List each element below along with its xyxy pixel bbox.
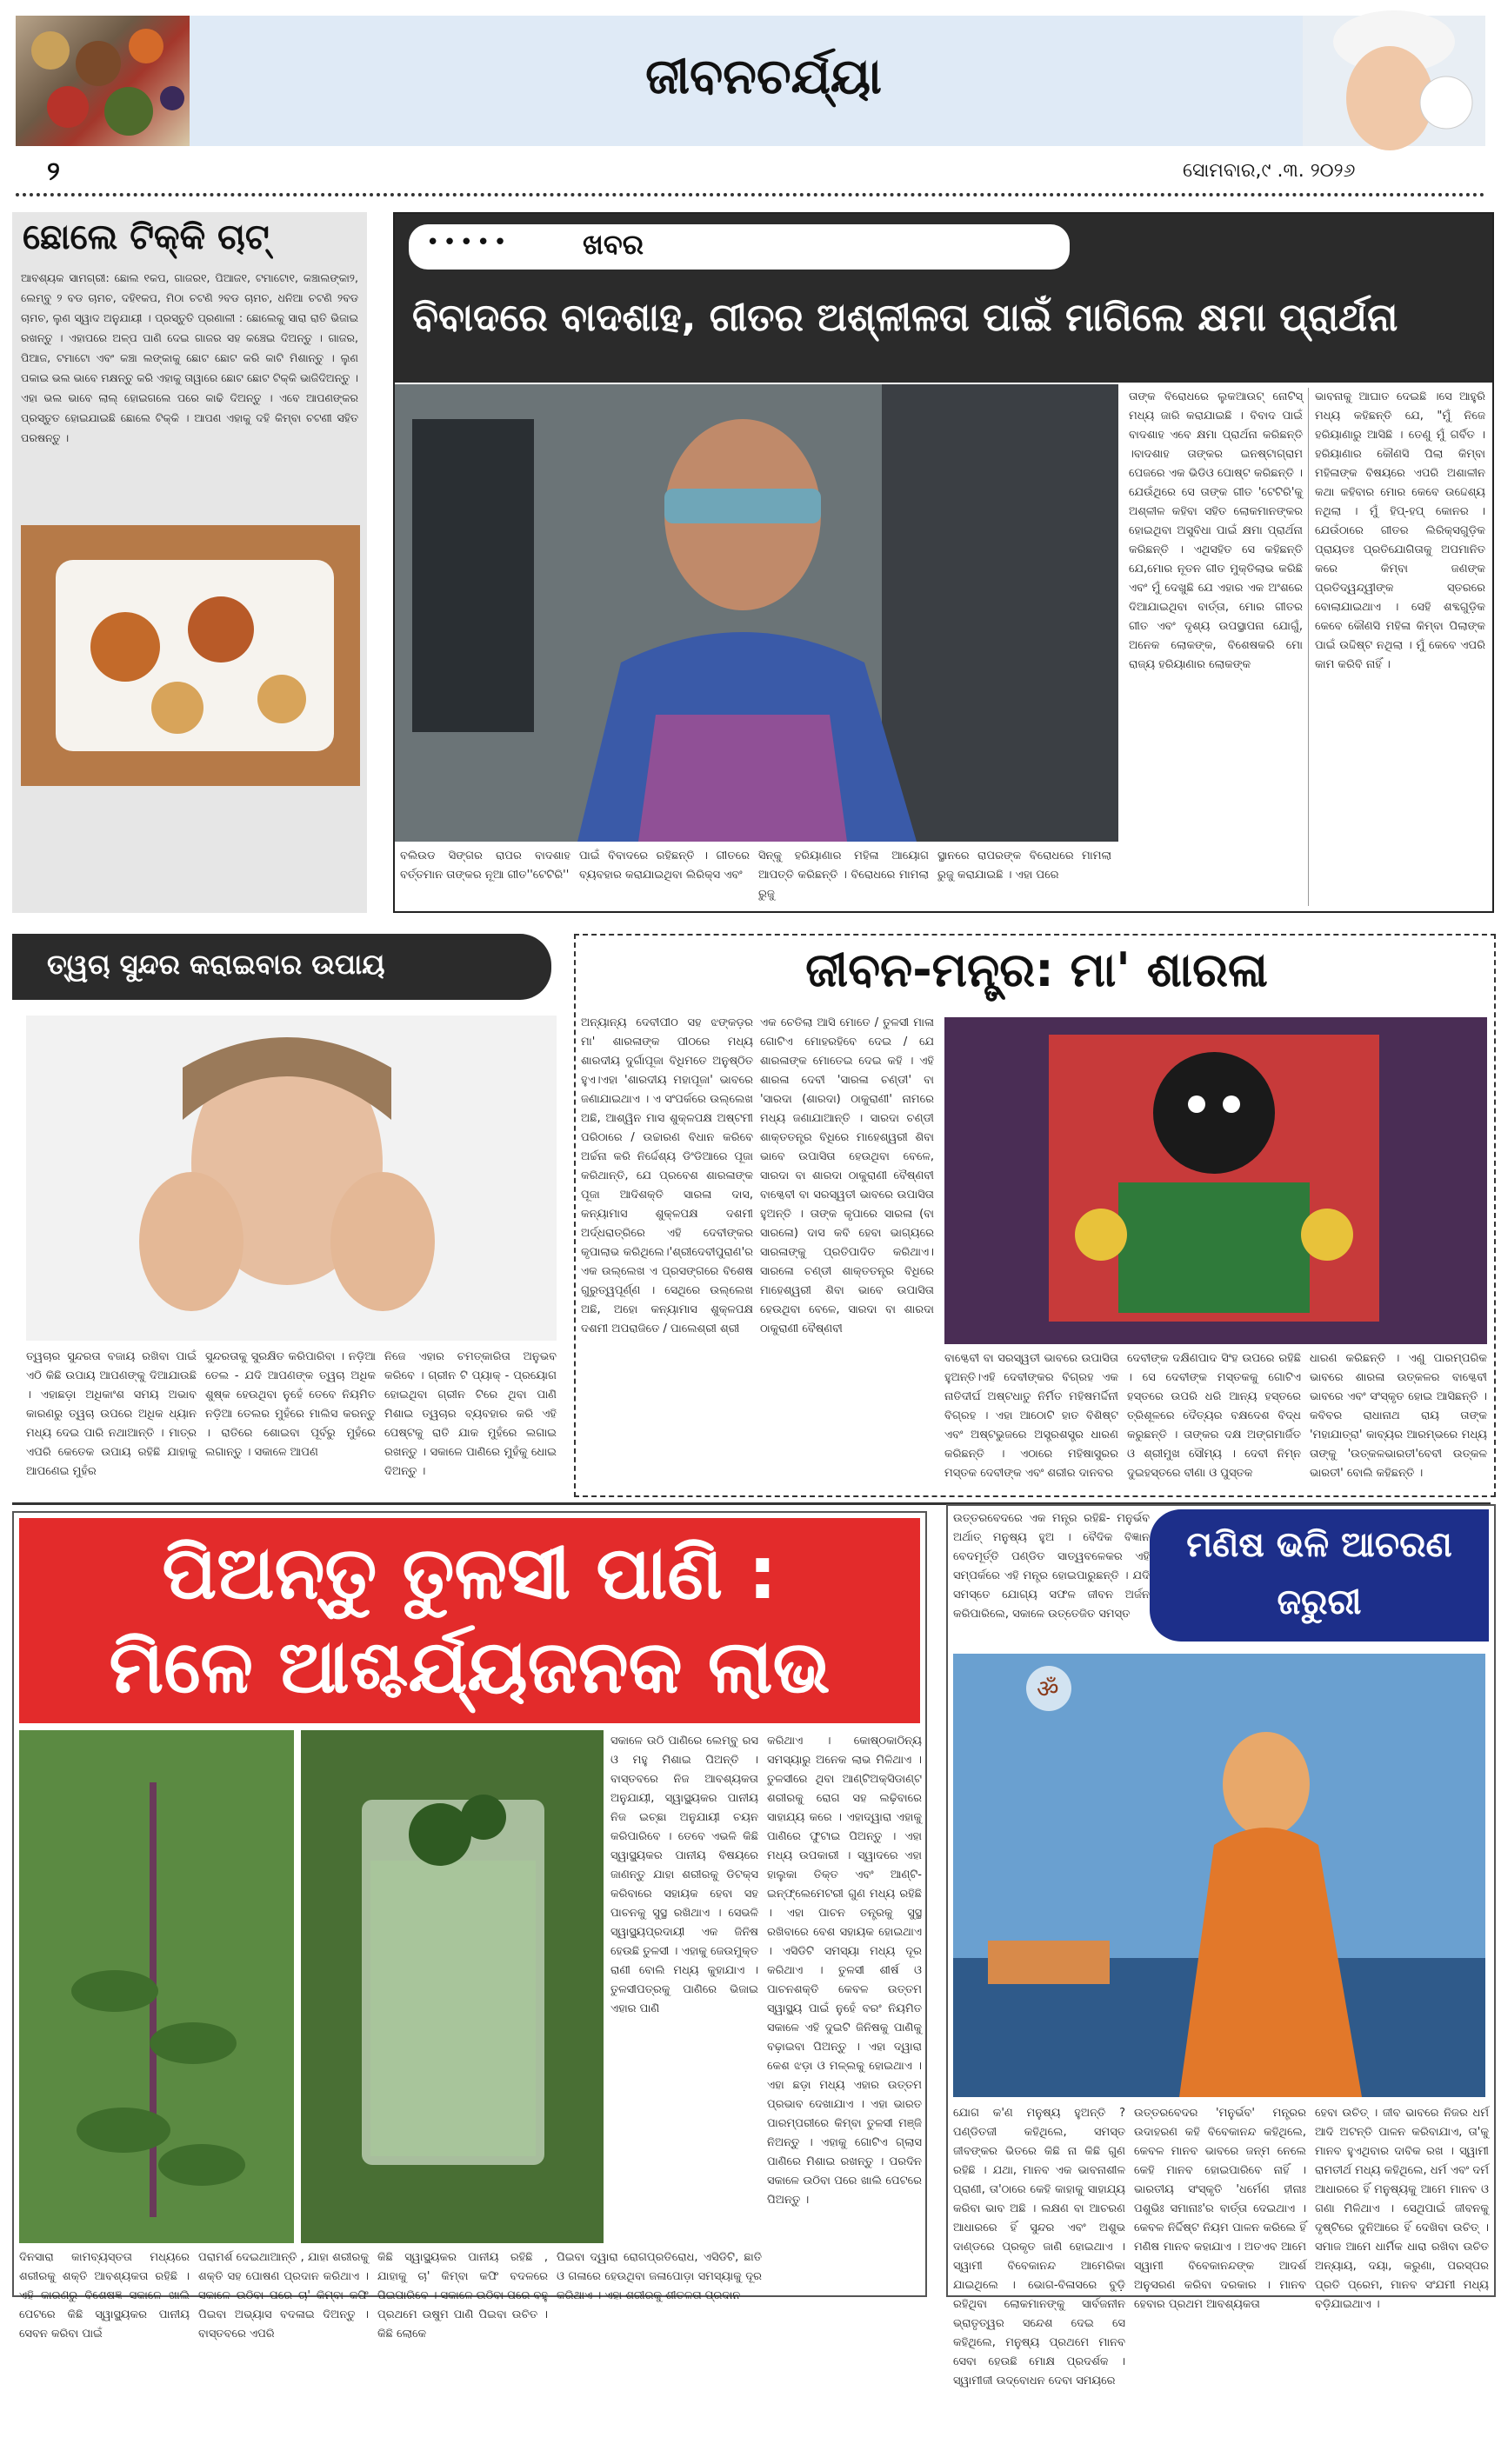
manisha-section <box>946 1504 1496 2387</box>
tulsi-bottom-3: କିଛି ସ୍ୱାସ୍ଥ୍ୟକର ପାନୀୟ ରହିଛି , ଯାହାକୁ ଚା' କିମ୍ବା କଫି ବଦଳରେ ପିଇପାରିବେ । ସକାଳେ ଉଠିବା ପରେ ବହୁ ପ୍ରଥମେ ଉଷୁମ ପାଣି ପିଇବା ଉଚିତ । କିଛି ଲୋକେ <box>377 2251 548 2341</box>
chhole-sidebar <box>12 212 367 913</box>
mantra-col-5: ଧାରଣ କରିଛନ୍ତି । ଏଣୁ ପାରମ୍ପରିକ ଭାବରେ ଶାରଳା ଉତ୍କଳର ବାଗ୍ଦେବୀ ଭାବରେ ଏବଂ ସଂସ୍କୃତ ହୋଇ ଆସିଛନ୍ତି । କବିବର ରାଧାନାଥ ରାୟ ତାଙ୍କ 'ମହାଯାତ୍ରା' କାବ୍ୟର ଆରମ୍ଭରେ ମଧ୍ୟ ତାଙ୍କୁ 'ଉତ୍କଳଭାରତୀ'ବେବୀ ଉତ୍କଳ ଭାରତୀ' ବୋଲି କହିଛନ୍ତି । <box>1310 1352 1487 1480</box>
woman-thumbnail <box>1303 16 1485 146</box>
skin-col-3: ନିଜେ ଏହାର ଚମତ୍କାରିତା ଅନୁଭବ କରିବେ । ଗ୍ରୀନ ଟି ପ୍ୟାକ୍ - ପ୍ରୟୋଗ ହୋଇଥିବା ଗ୍ରୀନ ଟିରେ ଥିବା ପାଣି ମିଶାଇ ତ୍ୱଚାର ବ୍ୟବହାର କରି ଏହି ପେଷ୍ଟକୁ ରାତି ଯାକ ମୁହଁରେ ଲଗାଇ ରଖନ୍ତୁ । ସକାଳେ ପାଣିରେ ମୁହଁକୁ ଧୋଇ ଦିଅନ୍ତୁ । <box>384 1350 557 1478</box>
khabar-banner <box>395 214 1492 383</box>
khabar-bottom-4: ସ୍ଥାନରେ ରାପରଙ୍କ ବିରୋଧରେ ମାମଲା ରୁଜୁ କରାଯାଇଛି । ଏହା ପରେ <box>937 849 1111 882</box>
khabar-col-right-2: ଭାବନାକୁ ଆଘାତ ଦେଇଛି ।ସେ ଆହୁରି ମଧ୍ୟ କହିଛନ୍ତି ଯେ, "ମୁଁ ନିଜେ ହରିୟାଣାରୁ ଆସିଛି । ତେଣୁ ମୁଁ ଗର୍ବିତ । ହରିୟାଣାର କୌଣସି ପିଲା କିମ୍ବା ମହିଳାଙ୍କ ବିଷୟରେ ଏପରି ଅଶାଳୀନ କଥା କହିବାର ମୋର କେବେ ଉଦ୍ଦେଶ୍ୟ ନଥିଲା । ମୁଁ ହିପ୍-ହପ୍ କୋନର । ଯେଉଁଠାରେ ଗୀତର ଲିରିକ୍ସଗୁଡ଼ିକ ପ୍ରାୟତଃ ପ୍ରତିଯୋଗିତାକୁ ଅପମାନିତ କରେ କିମ୍ବା ଜଣଙ୍କ ପ୍ରତିଦ୍ୱନ୍ଦ୍ୱୀଙ୍କ ସ୍ତରରେ ବୋଲାଯାଇଥାଏ । ସେହି ଶବ୍ଦଗୁଡ଼ିକ କେବେ କୌଣସି ମହିଳା କିମ୍ବା ପିଲାଙ୍କ ପାଇଁ ଉଦ୍ଦିଷ୍ଟ ନଥିଲା । ମୁଁ କେବେ ଏପରି କାମ କରିବି ନାହିଁ । <box>1315 390 1485 671</box>
manisha-col-2: ଉତ୍ତରବେଦର 'ମନୁର୍ଭବ' ମନ୍ତ୍ରର ଉଦାହରଣ କହି ବିବେକାନନ୍ଦ କହିଥିଲେ, କେବଳ ମାନବ ଭାବରେ ଜନ୍ମ ନେଲେ କେହି ମାନବ ହୋଇପାରିବେ ନାହିଁ । ଭାରତୀୟ ସଂସ୍କୃତି 'ଧର୍ମେଣ ହୀନାଃ ପଶୁଭିଃ ସମାନାଃ'ର ବାର୍ତ୍ତା ଦେଇଥାଏ । କେବଳ ନିର୍ଦ୍ଦିଷ୍ଟ ନିୟମ ପାଳନ କରିଲେ ହିଁ ମଣିଷ ମାନବ କହାଯାଏ । ଅତଏବ ଆମେ ସ୍ୱାମୀ ବିବେକାନନ୍ଦଙ୍କ ଆଦର୍ଶ ଅନୁସରଣ କରିବା ଦରକାର । ମାନବ ହେବାର ପ୍ରଥମ ଆବଶ୍ୟକତା <box>1134 2107 1306 2311</box>
khabar-bottom-1: ବଲିଉଡ ସିଙ୍ଗର ରାପର ବାଦଶାହ ବର୍ତ୍ତମାନ ତାଙ୍କର ନୂଆ ଗୀତ''ଟେଟିରି'' <box>400 849 570 882</box>
spices-thumbnail <box>16 16 190 146</box>
khabar-col-right-1: ତାଙ୍କ ବିରୋଧରେ ଲୁକଆଉଟ୍ ନୋଟିସ୍ ମଧ୍ୟ ଜାରି କରାଯାଇଛି । ବିବାଦ ପାଇଁ ବାଦଶାହ ଏବେ କ୍ଷମା ପ୍ରାର୍ଥନା କରିଛନ୍ତି ।ବାଦଶାହ ତାଙ୍କର ଇନଷ୍ଟାଗ୍ରାମ ପେଜରେ ଏକ ଭିଡିଓ ପୋଷ୍ଟ କରିଛନ୍ତି । ଯେଉଁଥିରେ ସେ ତାଙ୍କ ଗୀତ 'ଟେଟିରି'କୁ ଅଶ୍ଳୀଳ କହିବା ସହିତ ଲୋକମାନଙ୍କର ହୋଇଥିବା ଅସୁବିଧା ପାଇଁ କ୍ଷମା ପ୍ରାର୍ଥନା କରିଛନ୍ତି । ଏଥିସହିତ ସେ କହିଛନ୍ତି ଯେ,ମୋର ନୂତନ ଗୀତ ମୁକ୍ତିଲାଭ କରିଛି ଏବଂ ମୁଁ ଦେଖୁଛି ଯେ ଏହାର ଏକ ଅଂଶରେ ଦିଆଯାଇଥିବା ବାର୍ତ୍ତା, ମୋର ଗୀତର ଗୀତ ଏବଂ ଦୃଶ୍ୟ ଉପସ୍ଥାପନା ଯୋଗୁଁ, ଅନେକ ଲୋକଙ୍କ, ବିଶେଷକରି ମୋ ରାଜ୍ୟ ହରିୟାଣାର ଲୋକଙ୍କ <box>1129 390 1303 671</box>
tulsi-bottom-2: ପରାମର୍ଶ ଦେଇଥାଆନ୍ତି , ଯାହା ଶରୀରକୁ ଶକ୍ତି ସହ ପୋଷଣ ପ୍ରଦାନ କରିଥାଏ । ସକାଳେ ଉଠିବା ପରେ ଚା' କିମ୍ବା କଫି ପିଇବା ଅଭ୍ୟାସ ବଦଳାଇ ଦିଅନ୍ତୁ । ବାସ୍ତବରେ ଏପରି <box>198 2251 369 2341</box>
skin-title: ତ୍ୱଚା ସୁନ୍ଦର କରାଇବାର ଉପାୟ <box>47 948 385 981</box>
tulsi-bottom-4: ପିଇବା ଦ୍ୱାରା ରୋଗପ୍ରତିରୋଧ, ଏସିଡିଟି, ଛାତି ଓ ଗଳାରେ ହେଉଥିବା ଜଳାପୋଡ଼ା ସମସ୍ୟାକୁ ଦୂର କରିଥାଏ । ଏହା ଶରୀରକୁ ଶୀତଳତା ପ୍ରଦାନ <box>557 2251 762 2302</box>
tulsi-bottom-1: ଦିନସାରା କାମବ୍ୟସ୍ତତା ମଧ୍ୟରେ ଶରୀରକୁ ଶକ୍ତି ଆବଶ୍ୟକତା ରହିଛି । ଏହି କାରଣରୁ ବିଶେଷଜ୍ଞ ସକାଳେ ଖାଲି ପେଟରେ କିଛି ସ୍ୱାସ୍ଥ୍ୟକର ପାନୀୟ ସେବନ କରିବା ପାଇଁ <box>19 2251 190 2341</box>
page-number: ୨ <box>47 156 60 187</box>
chhole-recipe: ଆବଶ୍ୟକ ସାମଗ୍ରୀ: ଛୋଲ ୧କପ, ଗାଜର୧, ପିଆଜ୧, ଟମାଟୋ୧, କଞ୍ଚାଲଙ୍କା୨, ଲେମ୍ବୁ ୨ ବଡ ଚାମଚ, ଦହି୧କପ, ମିଠା ଚଟଣି ୨ବଡ ଚାମଚ, ଧନିଆ ଚଟଣି ୨ବଡ ଚାମଚ, ଲୁଣ ସ୍ୱାଦ ଅନୁଯାୟୀ । ପ୍ରସ୍ତୁତି ପ୍ରଣାଳୀ : ଛୋଲେକୁ ସାରା ରାତି ଭିଜାଇ ରଖନ୍ତୁ । ଏହାପରେ ଅଳ୍ପ ପାଣି ଦେଇ ଗାଜର ସହ କଞ୍ଚେଇ ଦିଅନ୍ତୁ । ଗାଜର, ପିଆଜ, ଟମାଟୋ ଏବଂ କଞ୍ଚା ଲଙ୍କାକୁ ଛୋଟ ଛୋଟ କରି କାଟି ମିଶାନ୍ତୁ । ଲୁଣ ପକାଇ ଭଲ ଭାବେ ମକ୍ଷନ୍ତୁ କରି ଏହାକୁ ତାୱାରେ ଛୋଟ ଛୋଟ ଟିକ୍କି ଭାଜିଦିଅନ୍ତୁ । ଏହା ଭଲ ଭାବେ ଲାଲ୍ ହୋଇଗଲେ ପରେ କାଢି ଦିଅନ୍ତୁ । ଏବେ ଆପଣଙ୍କର ପ୍ରସ୍ତୁତ ହୋଇଯାଇଛି ଛୋଲେ ଟିକ୍କି । ଆପଣ ଏହାକୁ ଦହି କିମ୍ବା ଚଟଣୀ ସହିତ ପରଷନ୍ତୁ । <box>21 271 358 444</box>
woman-illustration <box>1303 16 1485 146</box>
vivekananda-photo <box>953 1654 1485 2097</box>
face-wash-photo <box>26 1016 557 1341</box>
mantra-col-3: ବାଗ୍ଦେବୀ ବା ସରସ୍ୱତୀ ଭାବରେ ଉପାସିତା ହୁଅନ୍ତି।ଏହି ଦେବୀଙ୍କର ବିଗ୍ରହ ଏକ ନାତିଦୀର୍ଘ ଅଷ୍ଟଧାତୁ ନିର୍ମିତ ମହିଷମର୍ଦ୍ଦିନୀ ବିଗ୍ରହ । ଏହା ଆଠୋଟି ହାତ ବିଶିଷ୍ଟ ଏବଂ ଅଷ୍ଟଭୁଜରେ ଅସ୍ତ୍ରଶସ୍ତ୍ର ଧାରଣ କରିଛନ୍ତି । ଏଠାରେ ମହିଷାସୁରର ମସ୍ତକ ଦେବୀଙ୍କ ଏବଂ ଶରୀର ଦାନବର <box>944 1352 1118 1480</box>
khabar-bottom-3: ସିନ୍କୁ ହରିୟାଣାର ମହିଳା ଆୟୋଗ ଆପତ୍ତି କରିଛନ୍ତି । ବିରୋଧରେ ମାମଲା ରୁଜୁ <box>758 849 929 901</box>
tulsi-headline-line1: ପିଅନ୍ତୁ ତୁଳସୀ ପାଣି : <box>162 1530 777 1615</box>
manisha-title-line2: ଜରୁରୀ <box>1277 1582 1362 1622</box>
manisha-top-text: ଉତ୍ତରବେଦରେ ଏକ ମନ୍ତ୍ର ରହିଛି- ମନୁର୍ଭବ ଅର୍ଥାତ୍ ମନୁଷ୍ୟ ହୁଅ । ବୈଦିକ ବିଜ୍ଞାନ ବେଦମୂର୍ତ୍ତି ପଣ୍ଡିତ ସାତ୍ୱବଳେକର ଏହି ସମ୍ପର୍କରେ ଏହି ମନ୍ତ୍ର ହୋଇପାରୁଛନ୍ତି । ଯଦି ସମସ୍ତେ ଯୋଗ୍ୟ ସଫଳ ଜୀବନ ଅର୍ଜନ କରିପାରିଲେ, ସକାଳେ ଉତ୍ତେଜିତ ସମସ୍ତ <box>953 1512 1150 1621</box>
tulsi-water-illustration <box>301 1730 604 2243</box>
face-wash-illustration <box>26 1016 557 1341</box>
mantra-title: ଜୀବନ-ମନ୍ତ୍ର: ମା' ଶାରଳା <box>805 942 1268 997</box>
tulsi-plant-photo <box>19 1730 294 2243</box>
chhole-photo <box>21 525 360 786</box>
tulsi-col-a: ସକାଳେ ଉଠି ପାଣିରେ ଲେମ୍ବୁ ରସ ଓ ମହୁ ମିଶାଇ ପିଅନ୍ତି । ବାସ୍ତବରେ ନିଜ ଆବଶ୍ୟକତା ଅନୁଯାୟୀ, ସ୍ୱାସ୍ଥ୍ୟକର ପାନୀୟ ନିଜ ଇଚ୍ଛା ଅନୁଯାୟୀ ଚୟନ କରିପାରିବେ । ତେବେ ଏଭଳି କିଛି ସ୍ୱାସ୍ଥ୍ୟକର ପାନୀୟ ବିଷୟରେ ଜାଣନ୍ତୁ ଯାହା ଶରୀରକୁ ଡିଟକ୍ସ କରିବାରେ ସହାୟକ ହେବା ସହ ପାଚନକୁ ସୁସ୍ଥ ରଖିଥାଏ । ସେଭଳି ସ୍ୱାସ୍ଥ୍ୟପ୍ରଦାୟୀ ଏକ ଜିନିଷ ହେଉଛି ତୁଳସୀ । ଏହାକୁ ଜେଉମୁକ୍ତ ରାଣୀ ବୋଲି ମଧ୍ୟ କୁହାଯାଏ । ତୁଳସୀପତ୍ରକୁ ପାଣିରେ ଭିଜାଇ ଏହାର ପାଣି <box>610 1735 758 2015</box>
khabar-kicker: ଖବର <box>583 228 644 261</box>
issue-date: ସୋମବାର,୯ .୩. ୨୦୨୬ <box>1183 160 1356 182</box>
tulsi-section <box>12 1511 927 2341</box>
chhole-plate-illustration <box>21 525 360 786</box>
skin-col-1: ତ୍ୱଚାର ସୁନ୍ଦରତା ବଜାୟ ରଖିବା ପାଇଁ ଏଠି କିଛି ଉପାୟ ଆପଣଙ୍କୁ ଦିଆଯାଉଛି । ଏହାଛଡ଼ା ଅଧିକାଂଶ ସମୟ ଅଭାବ କାରଣରୁ ତ୍ୱଚା ଉପରେ ଅଧିକ ଧ୍ୟାନ ମଧ୍ୟ ଦେଇ ପାରି ନଥାଆନ୍ତି । ମାତ୍ର ଏପରି କେତେକ ଉପାୟ ରହିଛି ଯାହାକୁ ଆପଣେଇ ମୁହଁର <box>26 1350 197 1478</box>
khabar-col-divider <box>1308 388 1309 906</box>
khabar-section <box>393 212 1494 913</box>
khabar-kicker-box <box>409 224 1070 270</box>
tulsi-col-b: କରିଥାଏ । କୋଷ୍ଠକାଠିନ୍ୟ ସମସ୍ୟାରୁ ଅନେକ ଲାଭ ମିଳିଥାଏ । ତୁଳସୀରେ ଥିବା ଆଣ୍ଟିଅକ୍ସିଡାଣ୍ଟ ଶରୀରକୁ ରୋଗ ସହ ଲଢ଼ିବାରେ ସାହାଯ୍ୟ କରେ । ଏହାଦ୍ୱାରା ଏହାକୁ ପାଣିରେ ଫୁଟାଇ ପିଅନ୍ତୁ । ଏହା ମଧ୍ୟ ଉପକାରୀ । ସ୍ୱାଦରେ ଏହା ହାଲୁକା ତିକ୍ତ ଏବଂ ଆଣ୍ଟି-ଇନ୍‌ଫ୍ଲେମେଟରୀ ଗୁଣ ମଧ୍ୟ ରହିଛି । ଏହା ପାଚନ ତନ୍ତ୍ରକୁ ସୁସ୍ଥ ରଖିବାରେ ବେଶ ସହାୟକ ହୋଇଥାଏ । ଏସିଡିଟି ସମସ୍ୟା ମଧ୍ୟ ଦୂର କରିଥାଏ । ତୁଳସୀ ଶୀର୍ଷ ଓ ପାଚନଶକ୍ତି କେବଳ ଉତ୍ତମ ସ୍ୱାସ୍ଥ୍ୟ ପାଇଁ ନୁହେଁ ବରଂ ନିୟମିତ ସକାଳେ ଏହି ଦୁଇଟି ଜିନିଷକୁ ପାଣିକୁ ବଢ଼ାଇବା ପିଅନ୍ତୁ । ଏହା ଦ୍ୱାରା କେଶ ଝଡ଼ା ଓ ମଳ୍ଲକୁ ହୋଇଥାଏ । ଏହା ଛଡ଼ା ମଧ୍ୟ ଏହାର ଉତ୍ତମ ପ୍ରଭାବ ଦେଖାଯାଏ । ଏହା ଭାରତ ପାରମ୍ପରୀରେ କିମ୍ବା ତୁଳସୀ ମଞ୍ଜି ନିଅନ୍ତୁ । ଏହାକୁ ଗୋଟିଏ ଗ୍ଲାସ ପାଣିରେ ମିଶାଇ ରଖନ୍ତୁ । ପରଦିନ ସକାଳେ ଉଠିବା ପରେ ଖାଲି ପେଟରେ ପିଅନ୍ତୁ । <box>767 1735 922 2207</box>
badshah-photo <box>395 384 1118 842</box>
mantra-col-2: ଏକ ଚେତିଲା ଆସି ମୋତେ / ତୁଳସୀ ମାଳା ଗୋଟିଏ ମୋହରହିବେ ଦେଇ / ଯେ ଶାରଳାଙ୍କ ମୋତେଇ ଦେଇ କହି । ଏହି ଶାରଳା ଦେବୀ 'ସାରଳା ଚଣ୍ଡୀ' ବା 'ସାରଦା (ଶାରଦା) ଠାକୁରାଣୀ' ନାମରେ ମଧ୍ୟ ଜଣାଯାଆନ୍ତି । ସାରଦା ଚଣ୍ଡୀ ଶାକ୍ତତନ୍ତ୍ର ବିଧିରେ ମାହେଶ୍ୱରୀ ଶିବା ଭାବେ ଉପାସିତା ହେଉଥିବା ବେଳେ, ସାରଦା ବା ଶାରଦା ଠାକୁରାଣୀ ବୈଷ୍ଣବୀ ବାଗ୍ଦେବୀ ବା ସରସ୍ୱତୀ ଭାବରେ ଉପାସିତା ହୁଅନ୍ତି । ତାଙ୍କ କୃପାରେ ସାରଳା (ବା ସାରଳୋ) ଦାସ କବି ହେବା ଭାଗ୍ୟରେ ସାରଳାଙ୍କୁ ପ୍ରତିପାଦିତ କରିଥାଏ।ସାରଳୋ ଚଣ୍ଡୀ ଶାକ୍ତତନ୍ତ୍ର ବିଧିରେ ମାହେଶ୍ୱରୀ ଶିବା ଭାବେ ଉପାସିତା ହେଉଥିବା ବେଳେ, ସାରଦା ବା ଶାରଦା ଠାକୁରାଣୀ ବୈଷ୍ଣବୀ <box>760 1016 934 1335</box>
om-symbol: ॐ <box>1037 1675 1059 1703</box>
mantra-col-4: ଦେବୀଙ୍କ ଦକ୍ଷିଣପାଦ ସିଂହ ଉପରେ ରହିଛି । ସେ ଦେବୀଙ୍କ ମସ୍ତକକୁ ଗୋଟିଏ ହସ୍ତରେ ଉପରି ଧରି ଆନ୍ୟ ହସ୍ତରେ ତ୍ରିଶୂଳରେ ଦୈତ୍ୟର ବକ୍ଷଦେଶ ବିଦ୍ଧ କରୁଛନ୍ତି । ତାଙ୍କର ଦକ୍ଷ ଅଙ୍ଗମାର୍ଜିତ ଓ ଶ୍ରୀମୁଖ ସୌମ୍ୟ । ଦେବୀ ନିମ୍ନ ଦୁଇହସ୍ତରେ ବୀଣା ଓ ପୁସ୍ତକ <box>1127 1352 1301 1480</box>
tulsi-banner <box>19 1518 920 1723</box>
skin-section <box>12 934 562 1497</box>
tulsi-plant-illustration <box>19 1730 294 2243</box>
skin-title-banner <box>12 934 551 1000</box>
chhole-title: ଛୋଲେ ଟିକ୍କି ଚାଟ୍ <box>23 217 270 257</box>
spices-illustration <box>16 16 190 146</box>
manisha-title-line1: ମଣିଷ ଭଳି ଆଚରଣ <box>1186 1525 1452 1565</box>
skin-col-2: ସୁନ୍ଦରତାକୁ ସୁରକ୍ଷିତ କରିପାରିବା । ନଡ଼ିଆ ତେଲ - ଯଦି ଆପଣଙ୍କ ତ୍ୱଚା ଅଧିକ ଶୁଷ୍କ ହେଉଥିବା ନୁହେଁ ତେବେ ନିୟମିତ ନଡ଼ିଆ ତେଲର ମୁହଁରେ ମାଲିସ କରନ୍ତୁ । ରାତିରେ ଶୋଇବା ପୂର୍ବରୁ ମୁହଁରେ ଲଗାନ୍ତୁ । ସକାଳେ ଆପଣ <box>205 1350 376 1459</box>
manisha-col-3: ହେବା ଉଚିତ୍ । ଜୀବ ଭାବରେ ନିଜର ଧର୍ମ ଆଦି ଅଟନ୍ତି ପାଳନ କରିବାଯାଏ, ତା'କୁ ମାନବ ହୁଏଥିବାର ଦାବିକ ରଖ । ସ୍ୱାମୀ ରାମତୀର୍ଥ ମଧ୍ୟ କହିଥିଲେ, ଧର୍ମ ଏବଂ ଦର୍ମ ଆଧାରରେ ହିଁ ମନୁଷ୍ୟକୁ ଆମେ ମାନବ ଓ ଗଣା ମିଳିଥାଏ । ସେଥିପାଇଁ ଜୀବନକୁ ଦୃଷ୍ଟିରେ ଦୁନିଆରେ ହିଁ ଦେଖିବା ଉଚିତ୍ । ସମାଜ ଆମେ ଧାର୍ମିକ ଧାରା ରଖିବା ଉଚିତ ଅନ୍ୟାୟ, ଦୟା, କରୁଣା, ପରସ୍ପର ପ୍ରତି ପ୍ରେମ, ମାନବ ସଂଯମୀ ମଧ୍ୟ ବଡ଼ିଯାଇଥାଏ । <box>1315 2107 1489 2311</box>
masthead <box>16 16 1485 146</box>
khabar-headline: ବିବାଦରେ ବାଦଶାହ, ଗୀତର ଅଶ୍ଳୀଳତା ପାଇଁ ମାଗିଲେ କ୍ଷମା ପ୍ରାର୍ଥନା <box>412 296 1398 340</box>
khabar-bottom-2: ପାଇଁ ବିବାଦରେ ରହିଛନ୍ତି । ଗୀତରେ ବ୍ୟବହାର କରାଯାଇଥିବା ଲିରିକ୍ସ ଏବଂ <box>579 849 750 882</box>
kicker-dots: ••••• <box>426 230 510 256</box>
vivekananda-illustration <box>953 1654 1485 2097</box>
manisha-title-banner <box>1150 1509 1489 1642</box>
maa-sarala-photo <box>944 1017 1487 1344</box>
mantra-section <box>574 934 1496 1497</box>
header-divider <box>16 193 1485 196</box>
maa-sarala-illustration <box>944 1017 1487 1344</box>
tulsi-headline-line2: ମିଳେ ଆଶ୍ଚର୍ଯ୍ୟଜନକ ଲାଭ <box>109 1624 831 1709</box>
tulsi-water-photo <box>301 1730 604 2243</box>
badshah-illustration <box>395 384 1118 842</box>
mantra-col-1: ଅନ୍ୟାନ୍ୟ ଦେବୀପୀଠ ସହ ଝଙ୍କଡ଼ର ମା' ଶାରଳାଙ୍କ ପୀଠରେ ମଧ୍ୟ ଶାରଦୀୟ ଦୁର୍ଗାପୂଜା ବିଧିମତେ ଅନୁଷ୍ଠିତ ହୁଏ।ଏହା 'ଶାରଦୀୟ ମହାପୂଜା' ଭାବରେ ଜଣାଯାଇଥାଏ । ଏ ସଂପର୍କରେ ଉଲ୍ଲେଖ ଅଛି, ଆଶ୍ୱିନ ମାସ ଶୁକ୍ଳପକ୍ଷ ଅଷ୍ଟମୀ ପରିଠାରେ / ଉଚ୍ଚାରଣ ବିଧାନ କରିବେ ଅର୍ଚ୍ଚନା କରି ନିର୍ଦ୍ଦେଶ୍ୟ ଡିଂଡିଆରେ ପୂଜା କରିଥାନ୍ତି, ଯେ ପ୍ରବେଶ ଶାରଳାଙ୍କ ପୂଜା ଆଦିଶକ୍ତି ସାରଳା ଦାସ, କନ୍ୟାମାସ ଶୁକ୍ଳପକ୍ଷ ଦଶମୀ ଅର୍ଦ୍ଧରାତ୍ରିରେ ଏହି ଦେବୀଙ୍କର କୃପାଲାଭ କରିଥିଲେ।'ଶ୍ରୀଦେବୀପୁରାଣ'ର ଏକ ଉଲ୍ଲେଖ ଏ ପ୍ରସଙ୍ଗରେ ବିଶେଷ ଗୁରୁତ୍ୱପୂର୍ଣ୍ଣ । ସେଥିରେ ଉଲ୍ଲେଖ ଅଛି, ଅହୋ କନ୍ୟାମାସ ଶୁକ୍ଳପକ୍ଷ ଦଶମୀ ଅପରାଜିତେ / ପାଲେଶ୍ରୀ ଶ୍ରୀ <box>581 1016 753 1335</box>
manisha-col-1: ଯୋଗ କ'ଣ ମନୁଷ୍ୟ ହୁଅନ୍ତି ? ପଣ୍ଡିତଜୀ କହିଥିଲେ, ସମସ୍ତ ଜୀବଙ୍କର ଭିତରେ କିଛି ନା କିଛି ଗୁଣ ରହିଛି । ଯଥା, ମାନବ ଏକ ଭାବନାଶୀଳ ପ୍ରାଣୀ, ତା'ଠାରେ କେହି କାହାକୁ ସାହାଯ୍ୟ କରିବା ଭାବ ଅଛି । ଲକ୍ଷଣ ବା ଆଚରଣ ଆଧାରରେ ହିଁ ସୁନ୍ଦର ଏବଂ ଅଶୁଭ ଦାଣ୍ଡରେ ପ୍ରକୃତ ଜାଣି ହୋଇଥାଏ । ସ୍ୱାମୀ ବିବେକାନନ୍ଦ ଆମେରିକା ଯାଇଥିଲେ । ଭୋଗ-ବିଳାସରେ ବୁଡ଼ି ରହିଥିବା ଲୋକମାନଙ୍କୁ ସାର୍ବଜନୀନ ଭ୍ରାତୃତ୍ୱର ସନ୍ଦେଶ ଦେଇ ସେ କହିଥିଲେ, ମନୁଷ୍ୟ ପ୍ରଥମେ ମାନବ ସେବା ହେଉଛି ମୋକ୍ଷ ପ୍ରଦର୍ଶକ ।ସ୍ୱାମୀଜୀ ଉଦ୍‌ବୋଧନ ଦେବା ସମୟରେ <box>953 2107 1125 2387</box>
masthead-title: ଜୀବନଚର୍ଯ୍ୟା <box>645 49 882 105</box>
